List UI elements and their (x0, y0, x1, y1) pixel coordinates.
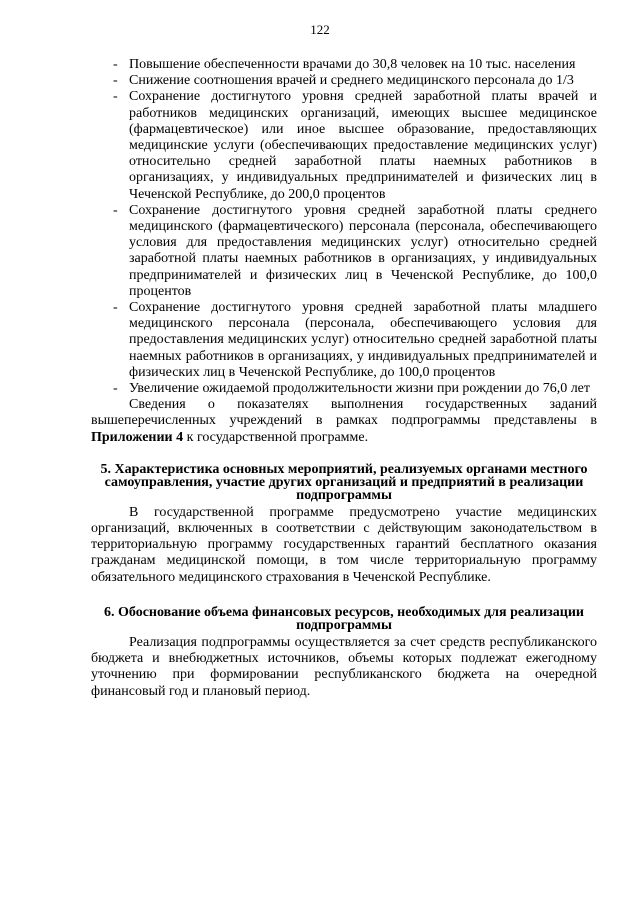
bullet-dash: - (113, 300, 118, 316)
list-item-text: Сохранение достигнутого уровня средней заработной платы младшего медицинского персонала (персонала, обеспечивающего условия для предоставления медицинских услуг) относительно средней заработной платы наемных работников в организациях, у индивидуальных предпринимателей и физических лиц в Чеченской Республике, до 100,0 процентов (129, 300, 597, 380)
list-item (91, 381, 597, 397)
appendix-reference: Приложении 4 (91, 429, 184, 445)
list-item (91, 203, 597, 300)
list-item-text: Повышение обеспеченности врачами до 30,8 человек на 10 тыс. населения (129, 57, 576, 72)
bullet-dash: - (113, 202, 118, 218)
bullet-dash: - (113, 89, 118, 105)
list-item-text: Снижение соотношения врачей и среднего медицинского персонала до 1/3 (129, 73, 574, 89)
bullet-dash: - (113, 57, 118, 72)
paragraph-text: Сведения о показателях выполнения государственных заданий вышеперечисленных учреждений в рамках подпрограммы представлены в (91, 397, 597, 429)
section-5-paragraph: В государственной программе предусмотрено участие медицинских организаций, включенных в соответствии с действующим законодательством в территориальную программу государственных гарантий бесплатного оказания гражданам медицинской помощи, в том числе территориальную программу обязательного медицинского страхования в Чеченской Республике. (91, 504, 597, 585)
list-item-text: Сохранение достигнутого уровня средней заработной платы врачей и работников медицинских организаций, имеющих высшее медицинское (фармацевтическое) или иное высшее образование, предоставляющих медицинские услуги (обеспечивающих предоставление медицинских услуг) относительно средней заработной платы наемных работников в организациях, у индивидуальных предпринимателей и физических лиц в Чеченской Республике, до 200,0 процентов (129, 89, 597, 202)
list-item (91, 57, 597, 73)
section-6-paragraph: Реализация подпрограммы осуществляется за счет средств республиканского бюджета и внебюджетных источников, объемы которых подлежат ежегодному уточнению при формировании республиканского бюджета на очередной финансовый год и плановый период. (91, 634, 597, 699)
list-item (91, 300, 597, 381)
list-item-text: Сохранение достигнутого уровня средней заработной платы среднего медицинского (фармацевтического) персонала (персонала, обеспечивающего условия для предоставления медицинских услуг) относительно средней заработной платы наемных работников в организациях, у индивидуальных предпринимателей и физических лиц в Чеченской Республике, до 100,0 процентов (129, 202, 597, 299)
list-item-text: Увеличение ожидаемой продолжительности жизни при рождении до 76,0 лет (129, 381, 591, 397)
page-number: 122 (310, 22, 330, 37)
bullet-dash: - (113, 73, 118, 89)
target-indicators-list (91, 57, 597, 397)
section-5-heading: 5. Характеристика основных мероприятий, реализуемых органами местного самоуправления, участие других организаций и предприятий в реализации подпрограммы (100, 461, 588, 503)
document-body (91, 57, 597, 700)
appendix-reference-paragraph (91, 397, 597, 446)
list-item (91, 89, 597, 202)
paragraph-text-end: к государственной программе. (183, 429, 369, 445)
bullet-dash: - (113, 381, 118, 397)
list-item (91, 73, 597, 89)
section-6-heading: 6. Обоснование объема финансовых ресурсов, необходимых для реализации подпрограммы (104, 604, 584, 633)
